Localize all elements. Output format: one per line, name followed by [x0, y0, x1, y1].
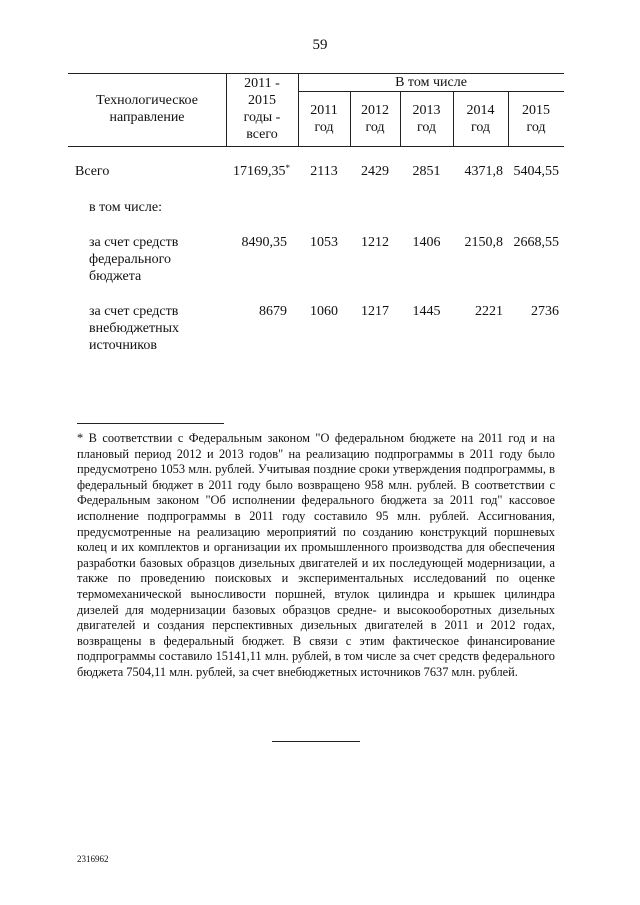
- header-year-2014: 2014 год: [466, 103, 495, 135]
- footnote-text: * В соответствии с Федеральным законом "О федеральном бюджете на 2011 год и на плановый период 2012 и 2013 годов" на реализацию подпрограммы в 2011 году было предусмотрено 1053 млн. рублей. Учитывая поздние сроки утверждения подпрограммы, в федеральный бюджет в 2011 году было возвращено 958 млн. рублей. В соответствии с Федеральным законом "Об исполнении федерального бюджета за 2011 год" кассовое исполнение подпрограммы в 2011 году составило 95 млн. рублей. Ассигнования, предусмотренные на реализацию мероприятий по созданию конструкций поршневых колец и их комплектов и организации их промышленного производства для обеспечения разработки базовых образцов дизельных двигателей и их последующей модернизации, а также по проведению поисковых и экспериментальных исследований по оценке термомеханической выносливости поршней, втулок цилиндра и крышек цилиндра дизелей для модернизации базовых образцов средне- и высокооборотных дизельных двигателей и создания перспективных дизельных двигателей в 2011 и 2012 годах, возвращены в федеральный бюджет. В связи с этим фактическое финансирование подпрограммы составило 15141,11 млн. рублей, в том числе за счет средств федерального бюджета 7504,11 млн. рублей, за счет внебюджетных источников 7637 млн. рублей.: [77, 431, 555, 679]
- row-value-2015: 2736: [531, 304, 559, 319]
- header-direction: Технологическое направление: [96, 93, 198, 125]
- footnote-separator: [77, 423, 224, 424]
- header-year-2011: 2011 год: [310, 103, 338, 135]
- document-code: 2316962: [77, 854, 109, 864]
- row-label: в том числе:: [89, 200, 162, 215]
- row-total: 8490,35: [241, 235, 287, 250]
- row-total: 8679: [259, 304, 287, 319]
- row-value-2014: 2150,8: [464, 235, 503, 250]
- row-label: за счет средств внебюджетных источников: [89, 304, 180, 353]
- row-value-2015: 2668,55: [513, 235, 559, 250]
- footnote: [77, 431, 555, 681]
- row-value-2012: 1212: [361, 235, 389, 250]
- row-value-2012: 2429: [361, 164, 389, 179]
- row-value-2015: 5404,55: [513, 164, 559, 179]
- row-value-2013: 1406: [412, 235, 441, 250]
- table-group-rule: [298, 91, 564, 92]
- end-separator: [272, 741, 360, 742]
- header-total-period: 2011 - 2015 годы - всего: [243, 76, 281, 142]
- row-label: Всего: [75, 164, 110, 179]
- row-total-value: 17169,35: [233, 164, 286, 179]
- row-value-2012: 1217: [361, 304, 389, 319]
- page-number: 59: [312, 37, 328, 53]
- row-value-2013: 2851: [412, 164, 441, 179]
- header-year-2013: 2013 год: [412, 103, 441, 135]
- header-year-2012: 2012 год: [361, 103, 389, 135]
- row-value-2011: 1053: [310, 235, 338, 250]
- table-header-bottom-rule: [68, 146, 564, 147]
- row-total: [220, 163, 290, 180]
- header-group-title: В том числе: [395, 75, 467, 90]
- row-value-2014: 4371,8: [464, 164, 503, 179]
- row-value-2014: 2221: [475, 304, 503, 319]
- footnote-marker: *: [285, 163, 290, 173]
- row-value-2011: 1060: [310, 304, 338, 319]
- row-value-2013: 1445: [412, 304, 441, 319]
- header-year-2015: 2015 год: [522, 103, 550, 135]
- row-value-2011: 2113: [310, 164, 338, 179]
- row-label: за счет средств федерального бюджета: [89, 235, 179, 284]
